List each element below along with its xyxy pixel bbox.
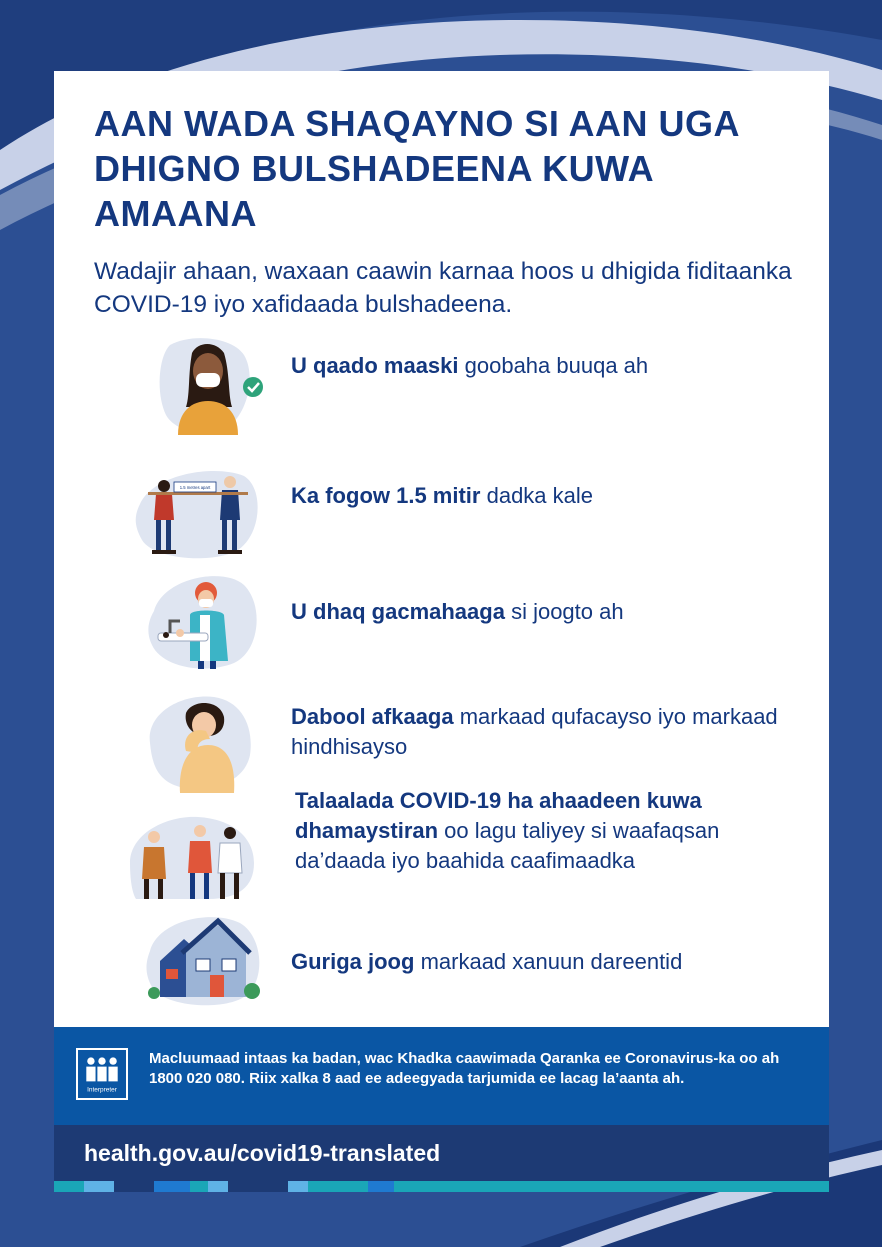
vaccination-icon <box>128 803 258 903</box>
website-link[interactable]: health.gov.au/covid19-translated <box>84 1140 441 1166</box>
list-item <box>54 695 829 785</box>
helpline-text: Macluumaad intaas ka badan, wac Khadka caawimada Qaranka ee Coronavirus-ka oo ah 1800 020 080. Riix xalka 8 aad ee adeegyada tarjumida ee lacag la’aanta ah. <box>149 1050 780 1087</box>
interpreter-icon <box>76 1048 128 1100</box>
helpline-info-band <box>54 1027 829 1125</box>
list-item-text: U qaado maaski goobaha buuqa ah <box>291 353 649 378</box>
url-band <box>54 1125 829 1181</box>
list-item-text: Ka fogow 1.5 mitir dadka kale <box>291 483 594 508</box>
cough-into-elbow-icon <box>142 693 272 793</box>
list-item-text: Dabool afkaaga markaad qufacayso iyo markaad hindhisayso <box>291 704 778 759</box>
list-item <box>54 333 829 433</box>
list-item <box>54 911 829 1011</box>
distance-sign: 1.5 metres apart <box>179 485 211 490</box>
list-item <box>54 783 829 913</box>
list-item-text: Guriga joog markaad xanuun dareentid <box>291 949 683 974</box>
list-item <box>54 459 829 559</box>
content-card <box>54 71 829 1027</box>
person-wearing-mask-icon <box>152 335 282 435</box>
page-subtitle: Wadajir ahaan, waxaan caawin karnaa hoos u dhigida fiditaanka COVID-19 iyo xafidaada bulshadeena. <box>94 258 792 318</box>
hand-washing-icon <box>144 571 274 671</box>
list-item <box>54 571 829 671</box>
physical-distancing-icon <box>134 464 264 564</box>
list-item-text: Talaalada COVID-19 ha ahaadeen kuwa dhamaystiran oo lagu taliyey si waafaqsan da’daada iyo baahida caafimaadka <box>295 788 720 873</box>
stay-home-house-icon <box>140 911 270 1011</box>
interpreter-icon-label: Interpreter <box>87 1086 117 1094</box>
list-item-text: U dhaq gacmahaaga si joogto ah <box>291 599 624 624</box>
page-title: AAN WADA SHAQAYNO SI AAN UGA DHIGNO BULSHADEENA KUWA AMAANA <box>94 103 739 234</box>
